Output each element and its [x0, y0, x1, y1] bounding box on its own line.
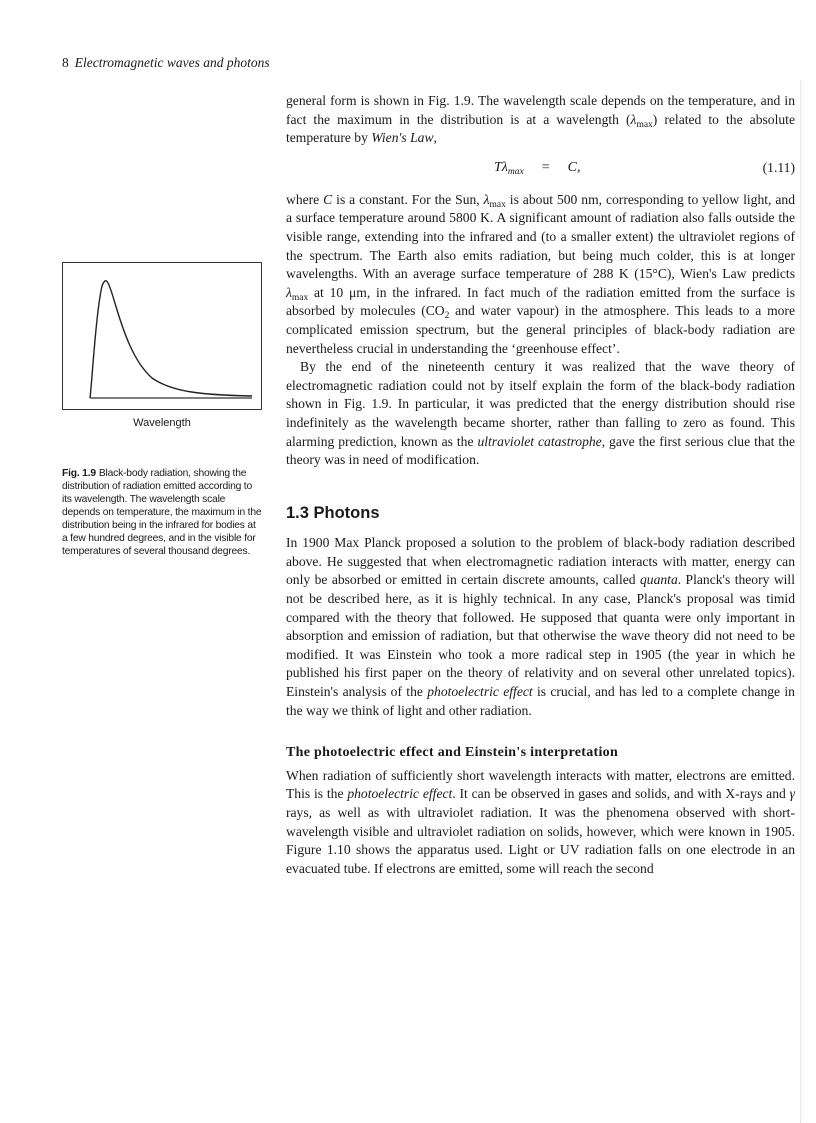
equation-1-11 [286, 154, 795, 184]
x-axis-label: Wavelength [133, 417, 191, 429]
equation-number: (1.11) [762, 160, 795, 176]
running-title: Electromagnetic waves and photons [74, 55, 270, 70]
figure-caption [62, 467, 262, 558]
main-text-column [286, 92, 795, 878]
equation-body: $T\lambda_{max} = C$, [494, 160, 581, 178]
caption-text: Black-body radiation, showing the distribution of radiation emitted according to its wavelength. The wavelength scale depends on temperature, the maximum in the distribution being in the infrared for bodies at a few hundred degrees, and in the visible for temperatures of several thousand degrees. [62, 468, 262, 557]
black-body-curve [90, 281, 252, 398]
subsection-title: The photoelectric effect and Einstein's interpretation [286, 745, 619, 761]
paragraph-3: By the end of the nineteenth century it was realized that the wave theory of electromagnetic radiation could not by itself explain the form of the black-body radiation shown in Fig. 1.9. In particular, it was predicted that the energy distribution should rise indefinitely as the wavelength became shorter, rather than falling to zero as found. This alarming prediction, known as the ultraviolet catastrophe, gave the first serious clue that the theory was in need of modification. [286, 359, 795, 468]
section-title: 1.3 Photons [286, 503, 380, 522]
page-number: 8 [62, 55, 69, 70]
plot-frame [63, 263, 262, 410]
figure-1-9 [62, 262, 262, 429]
running-header [62, 55, 270, 71]
caption-label: Fig. 1.9 [62, 468, 96, 479]
paragraph-1: general form is shown in Fig. 1.9. The wavelength scale depends on the temperature, and in fact the maximum in the distribution is at a wavelength $(\lambda_{max})$ related to the absolute temperature by Wien's Law, [286, 93, 795, 146]
black-body-curve-plot [62, 262, 262, 410]
paragraph-4: In 1900 Max Planck proposed a solution to the problem of black-body radiation described above. He suggested that when electromagnetic radiation interacts with matter, energy can only be absorbed or emitted in certain discrete amounts, called quanta. Planck's theory will not be described here, as it is highly technical. In any case, Planck's proposal was timid compared with the theory that followed. He supposed that quanta were only important in absorption and emission of radiation, but that otherwise the wave theory did not need to be modified. It was Einstein who took a more radical step in 1905 (the year in which he published his first paper on the theory of relativity and on several other unrelated topics). Einstein's analysis of the photoelectric effect is crucial, and has led to a complete change in the way we think of light and other radiation. [286, 535, 795, 718]
paragraph-2: where C is a constant. For the Sun, $\lambda_{max}$ is about 500 nm, corresponding to yellow light, and a surface temperature around 5800 K. A significant amount of radiation also falls outside the visible range, extending into the infrared and (to a smaller extent) the ultraviolet regions of the spectrum. The Earth also emits radiation, but being much colder, this is at longer wavelengths. With an average surface temperature of 288 K (15°C), Wien's Law predicts $\lambda_{max}$ at 10 μm, in the infrared. In fact much of the radiation emitted from the surface is absorbed by molecules ($CO_2$ and water vapour) in the atmosphere. This leads to a more complicated emission spectrum, but the general principles of black-body radiation are nevertheless crucial in understanding the ‘greenhouse effect’. [286, 191, 795, 356]
paragraph-5: When radiation of sufficiently short wavelength interacts with matter, electrons are emitted. This is the photoelectric effect. It can be observed in gases and solids, and with X-rays and γ rays, as well as with ultraviolet radiation. It was the phenomena observed with short-wavelength visible and ultraviolet radiation on solids, however, which were known in 1905. Figure 1.10 shows the apparatus used. Light or UV radiation falls on one electrode in an evacuated tube. If electrons are emitted, some will reach the second [286, 767, 795, 876]
scan-edge-margin [800, 80, 816, 1123]
